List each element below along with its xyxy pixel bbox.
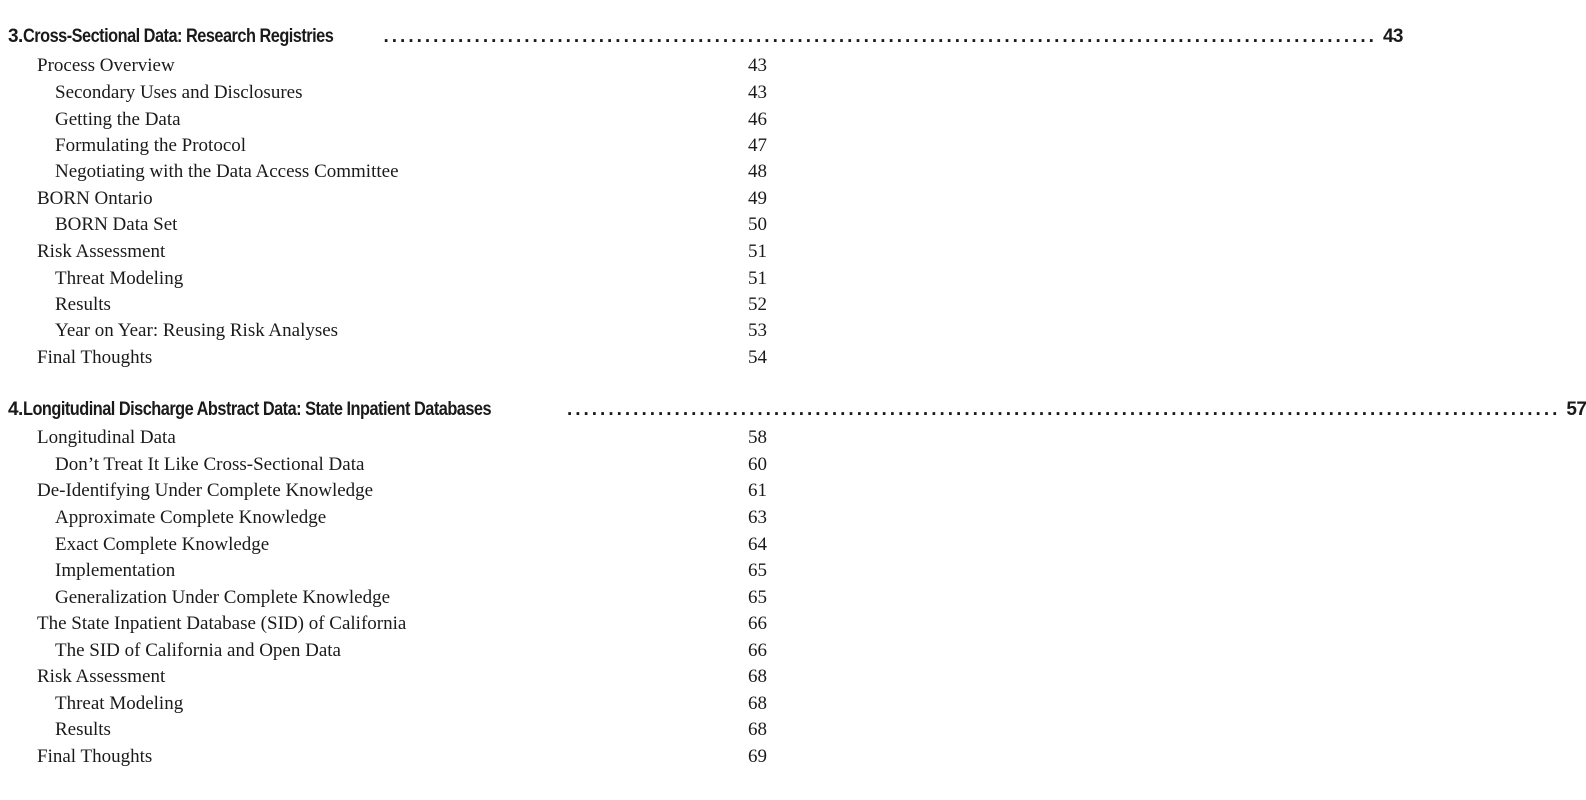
entry-page: 43 — [748, 55, 767, 76]
entry-page: 66 — [748, 640, 767, 661]
entry-page: 68 — [748, 719, 767, 740]
toc-entry-getting-the-data[interactable] — [55, 109, 767, 135]
chapter-number: 3. — [8, 26, 23, 47]
toc-entry-longitudinal-data[interactable] — [37, 427, 767, 453]
entry-title: Secondary Uses and Disclosures — [55, 82, 303, 103]
dot-leader: ........................................................................................................................ — [566, 399, 1561, 420]
entry-title: Longitudinal Data — [37, 427, 176, 448]
entry-title: The SID of California and Open Data — [55, 640, 341, 661]
entry-title: BORN Ontario — [37, 188, 153, 209]
toc-entry-dont-treat[interactable] — [55, 454, 767, 480]
entry-title: Final Thoughts — [37, 746, 153, 767]
toc-entry-threat-modeling[interactable] — [55, 268, 767, 294]
toc-entry-de-identifying[interactable] — [37, 480, 767, 506]
entry-page: 54 — [748, 347, 767, 368]
toc-entry-implementation[interactable] — [55, 560, 767, 586]
dot-leader: ........................................................................................................................ — [383, 26, 1377, 47]
toc-entry-results[interactable] — [55, 719, 767, 745]
toc-entry-generalization[interactable] — [55, 587, 767, 613]
entry-page: 60 — [748, 454, 767, 475]
toc-entry-process-overview[interactable] — [37, 55, 767, 81]
entry-title: Approximate Complete Knowledge — [55, 507, 327, 528]
toc-entry-state-inpatient-database[interactable] — [37, 613, 767, 639]
entry-title: De-Identifying Under Complete Knowledge — [37, 480, 374, 501]
entry-page: 68 — [748, 666, 767, 687]
chapter-number: 4. — [8, 399, 23, 420]
entry-page: 66 — [748, 613, 767, 634]
entry-page: 51 — [748, 241, 767, 262]
entry-title: Risk Assessment — [37, 666, 166, 687]
entry-title: Negotiating with the Data Access Committee — [55, 161, 399, 182]
toc-entry-risk-assessment[interactable] — [37, 241, 767, 267]
toc-entry-results[interactable] — [55, 294, 767, 320]
entry-title: Final Thoughts — [37, 347, 153, 368]
toc-entry-formulating-protocol[interactable] — [55, 135, 767, 161]
entry-page: 53 — [748, 320, 767, 341]
entry-page: 47 — [748, 135, 767, 156]
entry-page: 43 — [748, 82, 767, 103]
entry-page: 61 — [748, 480, 767, 501]
entry-title: Process Overview — [37, 55, 175, 76]
toc-entry-year-on-year[interactable] — [55, 320, 767, 346]
toc-entry-final-thoughts[interactable] — [37, 746, 767, 772]
entry-title: Year on Year: Reusing Risk Analyses — [55, 320, 339, 341]
chapter-title: Cross-Sectional Data: Research Registries — [22, 26, 333, 47]
entry-page: 52 — [748, 294, 767, 315]
toc-entry-born-data-set[interactable] — [55, 214, 767, 240]
entry-title: Formulating the Protocol — [55, 135, 247, 156]
entry-title: Generalization Under Complete Knowledge — [55, 587, 391, 608]
chapter-page-number: 57 — [1566, 399, 1586, 420]
entry-title: BORN Data Set — [55, 214, 178, 235]
entry-page: 65 — [748, 587, 767, 608]
entry-page: 50 — [748, 214, 767, 235]
entry-title: Don’t Treat It Like Cross-Sectional Data — [55, 454, 365, 475]
chapter-page-number: 43 — [1382, 26, 1403, 47]
toc-entry-secondary-uses[interactable] — [55, 82, 767, 108]
entry-page: 69 — [748, 746, 767, 767]
entry-page: 63 — [748, 507, 767, 528]
entry-title: The State Inpatient Database (SID) of California — [37, 613, 407, 634]
entry-title: Results — [55, 294, 111, 315]
toc-entry-threat-modeling[interactable] — [55, 693, 767, 719]
entry-title: Risk Assessment — [37, 241, 166, 262]
entry-title: Getting the Data — [55, 109, 181, 130]
toc-entry-sid-open-data[interactable] — [55, 640, 767, 666]
entry-title: Threat Modeling — [55, 268, 184, 289]
chapter-4-heading[interactable] — [8, 399, 1586, 421]
entry-page: 46 — [748, 109, 767, 130]
entry-page: 64 — [748, 534, 767, 555]
toc-entry-approximate-knowledge[interactable] — [55, 507, 767, 533]
entry-page: 51 — [748, 268, 767, 289]
chapter-title: Longitudinal Discharge Abstract Data: State Inpatient Databases — [22, 399, 491, 420]
entry-page: 49 — [748, 188, 767, 209]
toc-entry-born-ontario[interactable] — [37, 188, 767, 214]
entry-title: Exact Complete Knowledge — [55, 534, 270, 555]
entry-page: 68 — [748, 693, 767, 714]
toc-entry-risk-assessment[interactable] — [37, 666, 767, 692]
entry-title: Implementation — [55, 560, 176, 581]
toc-entry-exact-knowledge[interactable] — [55, 534, 767, 560]
chapter-3-heading[interactable] — [8, 26, 1403, 48]
toc-entry-negotiating-committee[interactable] — [55, 161, 767, 187]
entry-title: Results — [55, 719, 111, 740]
toc-entry-final-thoughts[interactable] — [37, 347, 767, 373]
entry-page: 48 — [748, 161, 767, 182]
entry-page: 65 — [748, 560, 767, 581]
entry-title: Threat Modeling — [55, 693, 184, 714]
entry-page: 58 — [748, 427, 767, 448]
